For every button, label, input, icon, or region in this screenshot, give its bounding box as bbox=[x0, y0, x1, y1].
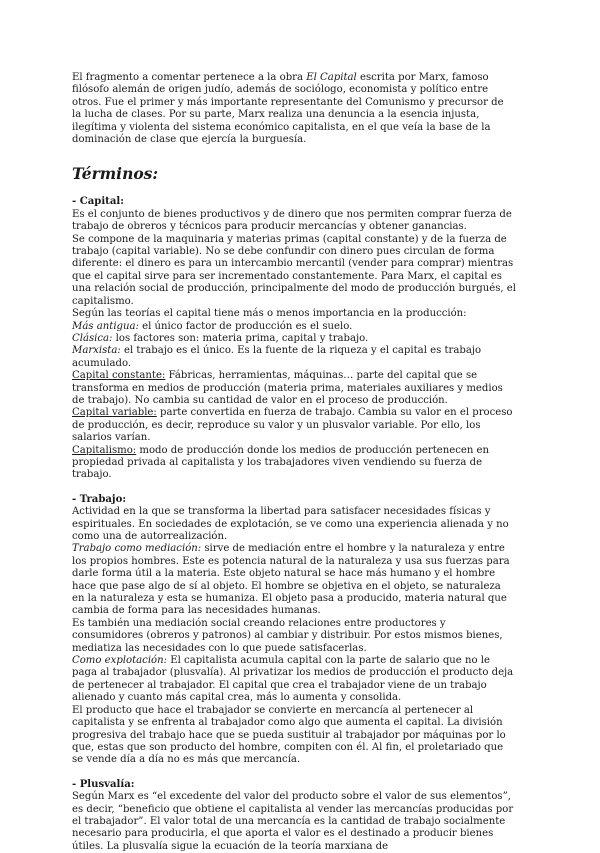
marxista-label: Marxista: bbox=[72, 345, 121, 357]
intro-paragraph bbox=[72, 72, 516, 146]
trabajo-explotacion bbox=[72, 655, 516, 705]
capitalismo-label: Capitalismo: bbox=[72, 444, 137, 456]
spacer bbox=[72, 482, 516, 494]
clasica-label: Clásica: bbox=[72, 332, 113, 344]
explotacion-text: El capitalista acumula capital con la parte de salario que no le paga al trabajador (plusvalía). Al privatizar los medios de producción el producto deja de pertenecer al trabajador. El capital que crea el trabajador viene de un trabajo alienado y cuanto más capital crea, más lo aumenta y consolida. bbox=[72, 655, 514, 704]
capital-paragraph-2: Se compone de la maquinaria y materias primas (capital constante) y de la fuerza de trabajo (capital variable). No se debe confundir con dinero pues circulan de forma diferente: el dinero es para un intercambio mercantil (vender para comprar) mientras que el capital sirve para ser incrementado constantemente. Para Marx, el capital es una relación social de producción, principalmente del modo de producción burgués, el capitalismo. bbox=[72, 233, 516, 307]
intro-text-start: El fragmento a comentar pertenece a la obra bbox=[72, 72, 307, 83]
constante-label: Capital constante: bbox=[72, 370, 166, 382]
clasica-text: los factores son: materia prima, capital y trabajo. bbox=[112, 332, 369, 344]
term-title-capital: - Capital: bbox=[72, 196, 124, 208]
work-title: El Capital bbox=[306, 72, 357, 83]
capital-variable bbox=[72, 407, 516, 444]
capital-paragraph-3: Según las teorías el capital tiene más o menos importancia en la producción: bbox=[72, 308, 467, 320]
mediacion-label: Trabajo como mediación: bbox=[72, 543, 202, 555]
spacer bbox=[72, 767, 516, 779]
antigua-label: Más antigua: bbox=[72, 320, 139, 332]
term-title-plusvalia: - Plusvalía: bbox=[72, 778, 135, 790]
capital-antigua bbox=[72, 321, 516, 333]
explotacion-label: Como explotación: bbox=[72, 655, 168, 667]
term-title-trabajo: - Trabajo: bbox=[72, 493, 127, 505]
marxista-text: el trabajo es el único. Es la fuente de la riqueza y el capital es trabajo acumulado. bbox=[72, 345, 482, 369]
section-heading: Términos: bbox=[72, 164, 159, 184]
capital-paragraph-1: Es el conjunto de bienes productivos y de dinero que nos permiten comprar fuerza de trabajo de obreros y técnicos para producir mercancías y obtener ganancias. bbox=[72, 208, 512, 233]
capital-marxista bbox=[72, 345, 516, 370]
trabajo-paragraph-3: El producto que hace el trabajador se convierte en mercancía al pertenecer al capitalista y se enfrenta al trabajador como algo que aumenta el capital. La división progresiva del trabajo hace que se pueda sustituir al trabajador por máquinas por lo que, estas que son producto del hombre, compiten con él. Al fin, el proletariado que se vende día a día no es más que mercancía. bbox=[72, 704, 506, 766]
plusvalia-paragraph-1: Según Marx es “el excedente del valor del producto sobre el valor de sus elementos”, es decir, “beneficio que obtiene el capitalista al vender las mercancías producidas por el trabajador”. El valor total de una mercancía es la cantidad de trabajo socialmente necesario para producirla, el que aporta el valor es el destinado a producir bienes útiles. La plusvalía sigue la ecuación de la teoría marxiana de bbox=[72, 791, 514, 852]
variable-label: Capital variable: bbox=[72, 407, 157, 419]
intro-text-end: escrita por Marx, famoso filósofo alemán de origen judío, además de sociólogo, economista y político entre otros. Fue el primer y más importante representante del Comunismo y precursor de la lucha de clases. Por su parte, Marx realiza una denuncia a la esencia injusta, ilegítima y violenta del sistema económico capitalista, en el que veía la base de la dominación de clase que ejercía la burguesía. bbox=[72, 72, 504, 146]
capital-capitalismo bbox=[72, 445, 516, 482]
mediacion-text: sirve de mediación entre el hombre y la naturaleza y entre los propios hombres. Este es potencia natural de la naturaleza y usa sus fuerzas para darle forma útil a la materia. Este objeto natural se hace más humano y el hombre hace que pase algo de sí al objeto. El hombre se objetiva en el objeto, se naturaleza en la naturaleza y esta se humaniza. El objeto pasa a producido, materia natural que cambia de forma para las necesidades humanas. bbox=[72, 543, 510, 617]
trabajo-paragraph-1: Actividad en la que se transforma la libertad para satisfacer necesidades físicas y espirituales. En sociedades de explotación, se ve como una experiencia alienada y no como una de autorrealización. bbox=[72, 506, 509, 542]
trabajo-mediacion bbox=[72, 543, 516, 617]
constante-text: Fábricas, herramientas, máquinas… parte del capital que se transforma en medios de producción (materia prima, materiales auxiliares y medios de trabajo). No cambia su cantidad de valor en el proceso de producción. bbox=[72, 370, 503, 406]
antigua-text: el único factor de producción es el suelo. bbox=[138, 320, 353, 332]
capital-constante bbox=[72, 370, 516, 407]
trabajo-paragraph-2: Es también una mediación social creando relaciones entre productores y consumidores (obreros y patronos) al cambiar y distribuir. Por estos mismos bienes, mediatiza las necesidades con lo que puede satisfacerlas. bbox=[72, 617, 503, 654]
variable-text: parte convertida en fuerza de trabajo. Cambia su valor en el proceso de producción, es decir, reproduce su valor y un plusvalor variable. Por ello, los salarios varían. bbox=[72, 407, 513, 444]
capital-clasica bbox=[72, 333, 516, 345]
capitalismo-text: modo de producción donde los medios de producción pertenecen en propiedad privada al capitalista y los trabajadores viven vendiendo su fuerza de trabajo. bbox=[72, 444, 490, 481]
